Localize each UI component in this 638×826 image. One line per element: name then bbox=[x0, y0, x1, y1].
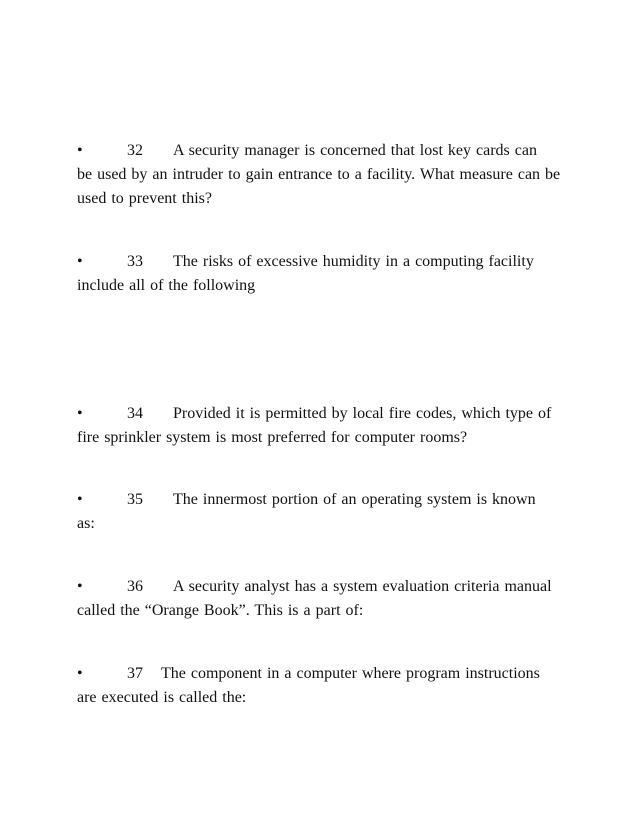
question-first-line bbox=[77, 662, 563, 686]
question-text-continued: as: bbox=[77, 515, 95, 532]
question-text-start: Provided it is permitted by local fire codes, which type of bbox=[173, 405, 552, 422]
question-37 bbox=[77, 662, 563, 710]
question-first-line bbox=[77, 575, 563, 599]
question-text-start: The risks of excessive humidity in a computing facility bbox=[173, 253, 534, 270]
question-36 bbox=[77, 575, 563, 623]
question-35 bbox=[77, 488, 563, 536]
question-text-start: The innermost portion of an operating system is known bbox=[173, 491, 536, 508]
bullet: • bbox=[77, 142, 83, 159]
question-first-line bbox=[77, 402, 563, 426]
question-text-continued: fire sprinkler system is most preferred for computer rooms? bbox=[77, 429, 468, 446]
bullet: • bbox=[77, 491, 83, 508]
question-text-start: The component in a computer where program instructions bbox=[161, 665, 540, 682]
bullet: • bbox=[77, 665, 83, 682]
question-number: 36 bbox=[127, 578, 143, 595]
question-32 bbox=[77, 139, 563, 211]
question-text-continued: are executed is called the: bbox=[77, 689, 247, 706]
question-number: 32 bbox=[127, 142, 143, 159]
question-text-continued: be used by an intruder to gain entrance to a facility. What measure can be used to prevent this? bbox=[77, 166, 561, 207]
bullet: • bbox=[77, 405, 83, 422]
question-text-start: A security manager is concerned that lost key cards can bbox=[173, 142, 537, 159]
question-number: 33 bbox=[127, 253, 143, 270]
question-33 bbox=[77, 250, 563, 298]
question-first-line bbox=[77, 250, 563, 274]
question-text-start: A security analyst has a system evaluation criteria manual bbox=[173, 578, 552, 595]
bullet: • bbox=[77, 253, 83, 270]
question-first-line bbox=[77, 488, 563, 512]
question-number: 37 bbox=[127, 665, 143, 682]
question-first-line bbox=[77, 139, 563, 163]
question-34 bbox=[77, 402, 563, 450]
bullet: • bbox=[77, 578, 83, 595]
question-text-continued: called the “Orange Book”. This is a part of: bbox=[77, 602, 364, 619]
question-number: 34 bbox=[127, 405, 143, 422]
question-number: 35 bbox=[127, 491, 143, 508]
question-text-continued: include all of the following bbox=[77, 277, 256, 294]
